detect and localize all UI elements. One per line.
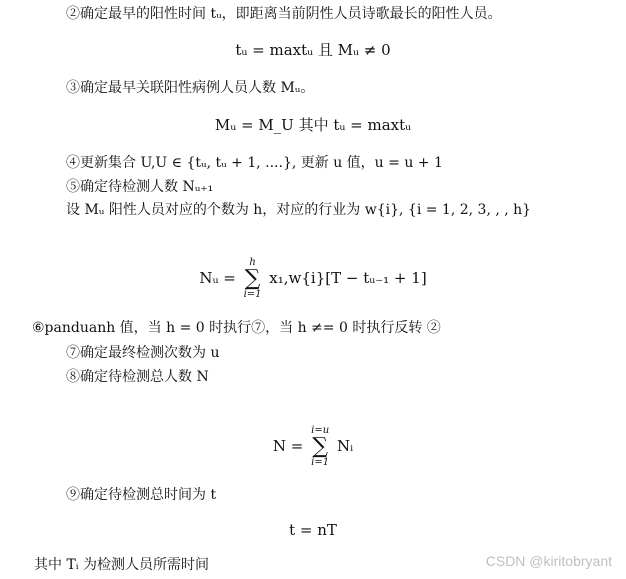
line-step8: ⑧确定待检测总人数 N bbox=[66, 369, 209, 385]
summation-2-bottom: i=1 bbox=[311, 457, 330, 468]
watermark: CSDN @kiritobryant bbox=[485, 553, 612, 569]
formula-1: tᵤ = maxtᵤ 且 Mᵤ ≠ 0 bbox=[235, 41, 391, 59]
line-set-m: 设 Mᵤ 阳性人员对应的个数为 h，对应的行业为 w{i}, {i = 1, 2, 3, , , h} bbox=[66, 202, 532, 218]
line-note: 其中 Tᵢ 为检测人员所需时间 bbox=[34, 557, 210, 573]
line-step5: ⑤确定待检测人数 Nᵤ₊₁ bbox=[66, 179, 214, 195]
line-step4: ④更新集合 U,U ∈ {tᵤ, tᵤ + 1, ....}, 更新 u 值，u = u + 1 bbox=[66, 155, 443, 171]
summation-1-bottom: i=1 bbox=[243, 289, 262, 300]
formula-3 bbox=[0, 258, 626, 308]
line-step3: ③确定最早关联阳性病例人员人数 Mᵤ。 bbox=[66, 80, 315, 96]
formula-3-right: x₁,w{i}[T − tᵤ₋₁ + 1] bbox=[269, 269, 427, 287]
formula-2: Mᵤ = M_U 其中 tᵤ = maxtᵤ bbox=[214, 116, 412, 134]
summation-2-top: i=u bbox=[311, 425, 330, 436]
line-step9: ⑨确定待检测总时间为 t bbox=[66, 487, 217, 503]
summation-2 bbox=[311, 426, 329, 468]
formula-4-right: Nᵢ bbox=[336, 437, 354, 455]
summation-1-top: h bbox=[249, 257, 256, 268]
formula-4-left: N = bbox=[272, 437, 304, 455]
line-step2: ②确定最早的阳性时间 tᵤ，即距离当前阴性人员诗歌最长的阳性人员。 bbox=[66, 6, 502, 22]
sigma-icon: ∑ bbox=[244, 266, 261, 291]
formula-5: t = nT bbox=[289, 521, 337, 539]
formula-4 bbox=[0, 426, 626, 476]
summation-1 bbox=[244, 258, 262, 300]
line-step7: ⑦确定最终检测次数为 u bbox=[66, 345, 220, 361]
line-step6: ⑥panduanh 值，当 h = 0 时执行⑦，当 h ≠= 0 时执行反转 ② bbox=[32, 320, 441, 336]
formula-3-left: Nᵤ = bbox=[199, 269, 236, 287]
sigma-icon: ∑ bbox=[312, 434, 329, 459]
